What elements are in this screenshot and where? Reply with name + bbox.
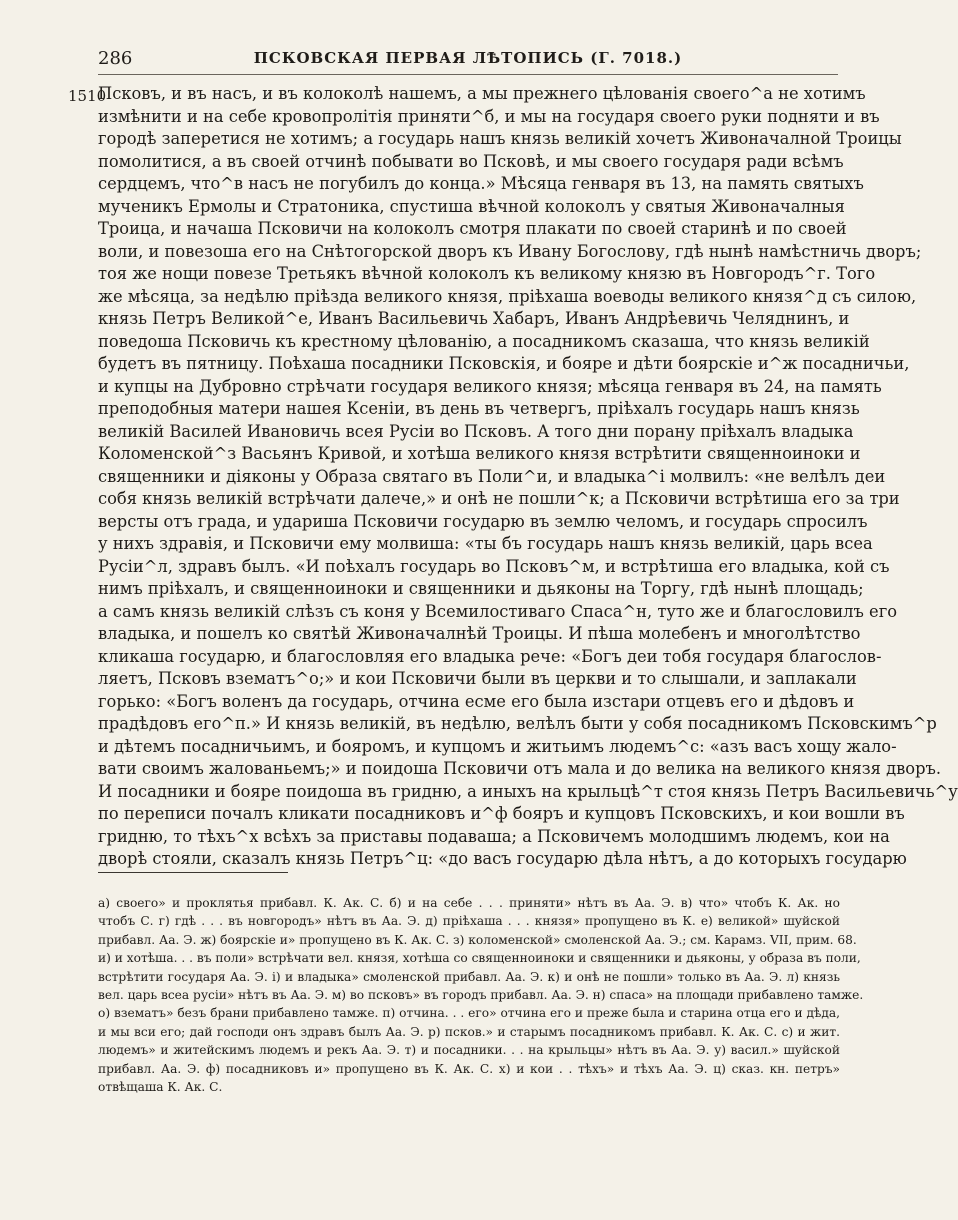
text-line: городѣ заперетися не хотимъ; а государь нашъ князь великій хочетъ Живоначалной Троицы: [98, 129, 902, 148]
text-line: поведоша Псковичь къ крестному цѣлованію, а посадникомъ сказаша, что князь великій: [98, 331, 870, 351]
footnote-line: отвѣщаша К. Ак. С.: [98, 1079, 223, 1094]
footnotes: [98, 894, 864, 1096]
footnote-line: а) своего» и проклятья прибавл. К. Ак. С. б) и на себе . . . приняти» нѣтъ въ Аа. Э. в) что» чтобъ К. Ак. но: [98, 896, 840, 910]
text-line: великій Василей Ивановичь всея Русіи во Псковъ. А того дни порану пріѣхалъ владыка: [98, 421, 854, 441]
text-line: по переписи почалъ кликати посадниковъ и^ф бояръ и купцовъ Псковскихъ, и кои вошли въ: [98, 804, 905, 823]
text-line: собя князь великій встрѣчати далече,» и онѣ не пошли^к; а Псковичи встрѣтиша его за три: [98, 489, 900, 508]
footnote-line: вел. царь всеа русіи» нѣтъ въ Аа. Э. м) во псковъ» въ городъ прибавл. Аа. Э. н) спаса» на площади прибавлено тамже.: [98, 987, 864, 1002]
page-number: 286: [98, 48, 133, 69]
text-line: прадѣдовъ его^п.» И князь великій, въ недѣлю, велѣлъ быти у собя посадникомъ Псковскимъ^р: [98, 714, 937, 733]
text-line: нимъ пріѣхалъ, и священноиноки и священники и дьяконы на Торгу, гдѣ нынѣ площадь;: [98, 579, 864, 598]
running-title: ПСКОВСКАЯ ПЕРВАЯ ЛѢТОПИСЬ (Г. 7018.): [253, 49, 683, 67]
footnote-line: о) взематъ» безъ брани прибавлено тамже. п) отчина. . . его» отчина его и преже была и старина отца его и дѣда,: [98, 1006, 840, 1021]
text-line: мученикъ Ермолы и Стратоника, спустиша вѣчной колоколъ у святыя Живоначалныя: [98, 196, 845, 216]
text-line: Русіи^л, здравъ былъ. «И поѣхалъ государь во Псковъ^м, и встрѣтиша его владыка, кой съ: [98, 556, 890, 576]
text-line: версты отъ града, и удариша Псковичи государю въ землю челомъ, и государь спросилъ: [98, 511, 868, 531]
footnote-divider: [98, 872, 288, 873]
running-header: [98, 48, 838, 75]
footnote-line: и) и хотѣша. . . въ поли» встрѣчати вел. князя, хотѣша со священноиноки и священники и дьяконы, у образа въ поли,: [98, 951, 861, 966]
text-line: и купцы на Дубровно стрѣчати государя великого князя; мѣсяца генваря въ 24, на память: [98, 376, 882, 396]
text-line: воли, и повезоша его на Снѣтогорской дворъ къ Ивану Богослову, гдѣ нынѣ намѣстничь дворъ;: [98, 241, 922, 261]
text-line: гридню, то тѣхъ^х всѣхъ за приставы подаваша; а Псковичемъ молодшимъ людемъ, кои на: [98, 826, 890, 846]
text-line: тоя же нощи повезе Третьякъ вѣчной колоколъ къ великому князю въ Новгородъ^г. Того: [98, 264, 876, 283]
main-text: [98, 83, 958, 871]
footnote-line: чтобъ С. г) гдѣ . . . въ новгородъ» нѣтъ въ Аа. Э. д) пріѣхаша . . . князя» пропущено въ К. е) великой» шуйской: [98, 914, 840, 929]
text-line: кликаша государю, и благословляя его владыка рече: «Богъ деи тобя государя благослов-: [98, 646, 882, 666]
footnote-line: прибавл. Аа. Э. ф) посадниковъ и» пропущено въ К. Ак. С. х) и кои . . тѣхъ» и тѣхъ Аа. Э. ц) сказ. кн. петръ»: [98, 1061, 840, 1076]
text-line: вати своимъ жалованьемъ;» и поидоша Псковичи отъ мала и до велика на великого князя дворъ.: [98, 759, 942, 778]
text-line: же мѣсяца, за недѣлю пріѣзда великого князя, пріѣхаша воеводы великого князя^д съ силою,: [98, 286, 917, 306]
text-line: владыка, и пошелъ ко святѣй Живоначалнѣй Троицы. И пѣша молебенъ и многолѣтство: [98, 624, 861, 643]
text-line: у нихъ здравія, и Псковичи ему молвиша: «ты бъ государь нашъ князь великій, царь всеа: [98, 534, 873, 553]
text-line: горько: «Богъ воленъ да государь, отчина есме его была изстари отцевъ его и дѣдовъ и: [98, 691, 855, 711]
margin-year: 1510: [68, 87, 107, 105]
text-line: и дѣтемъ посадничьимъ, и бояромъ, и купцомъ и житьимъ людемъ^с: «азъ васъ хощу жало-: [98, 736, 897, 756]
footnote-line: прибавл. Аа. Э. ж) боярскіе и» пропущено въ К. Ак. С. з) коломенской» смоленской Аа. Э.; см. Карамз. VII, прим. 68.: [98, 932, 857, 947]
text-line: дворѣ стояли, сказалъ князь Петръ^ц: «до васъ государю дѣла нѣтъ, а до которыхъ государю: [98, 849, 907, 868]
text-line: И посадники и бояре поидоша въ гридню, а иныхъ на крыльцѣ^т стоя князь Петръ Васильевичь^у: [98, 781, 958, 801]
text-line: помолитися, а въ своей отчинѣ побывати во Псковѣ, и мы своего государя ради всѣмъ: [98, 151, 844, 171]
text-line: священники и діяконы у Образа святаго въ Поли^и, и владыка^і молвилъ: «не велѣлъ деи: [98, 466, 886, 486]
text-line: сердцемъ, что^в насъ не погубилъ до конца.» Мѣсяца генваря въ 13, на память святыхъ: [98, 174, 864, 193]
text-line: Коломенской^з Васьянъ Кривой, и хотѣша великого князя встрѣтити священноиноки и: [98, 444, 861, 463]
footnote-line: и мы вси его; дай господи онъ здравъ былъ Аа. Э. р) псков.» и старымъ посадникомъ прибавл. К. Ак. С. с) и жит.: [98, 1024, 840, 1039]
text-line: измѣнити и на себе кровопролітія приняти^б, и мы на государя своего руки подняти и въ: [98, 106, 880, 126]
text-line: князь Петръ Великой^е, Иванъ Васильевичь Хабаръ, Иванъ Андрѣевичь Челяднинъ, и: [98, 309, 850, 328]
text-line: Троица, и начаша Псковичи на колоколъ смотря плакати по своей старинѣ и по своей: [98, 219, 847, 238]
text-line: будетъ въ пятницу. Поѣхаша посадники Псковскія, и бояре и дѣти боярскіе и^ж посадничьи,: [98, 354, 910, 373]
footnote-line: встрѣтити государя Аа. Э. і) и владыка» смоленской прибавл. Аа. Э. к) и онѣ не пошли» только въ Аа. Э. л) князь: [98, 969, 840, 984]
text-line: преподобныя матери нашея Ксеніи, въ день въ четвергъ, пріѣхалъ государь нашъ князь: [98, 399, 860, 418]
footnote-line: людемъ» и житейскимъ людемъ и рекъ Аа. Э. т) и посадники. . . на крыльцы» нѣтъ въ Аа. Э. у) васил.» шуйской: [98, 1043, 840, 1058]
text-line: а самъ князь великій слѣзъ съ коня у Всемилостиваго Спаса^н, туто же и благословилъ его: [98, 601, 898, 621]
text-line: Псковъ, и въ насъ, и въ колоколѣ нашемъ, а мы прежнего цѣлованія своего^а не хотимъ: [98, 84, 866, 103]
text-line: ляетъ, Псковъ взематъ^о;» и кои Псковичи были въ церкви и то слышали, и заплакали: [98, 669, 857, 688]
